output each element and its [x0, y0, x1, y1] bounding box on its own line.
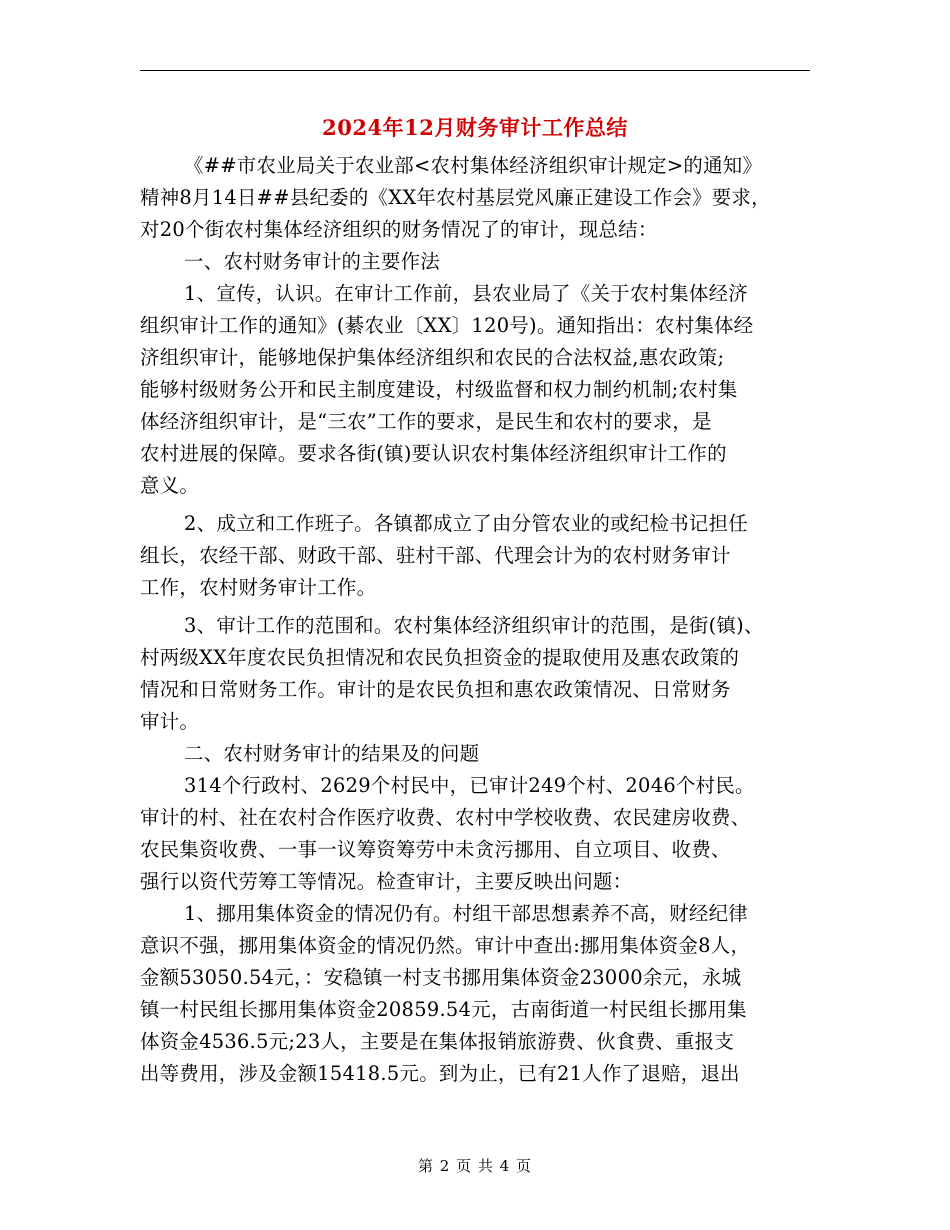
- paragraph-line: 组长，农经干部、财政干部、驻村干部、代理会计为的农村财务审计: [140, 544, 731, 567]
- paragraph-line: 1、挪用集体资金的情况仍有。村组干部思想素养不高，财经纪律: [184, 902, 748, 925]
- paragraph-line: 审计的村、社在农村合作医疗收费、农村中学校收费、农民建房收费、: [140, 806, 751, 829]
- paragraph-line: 农民集资收费、一事一议筹资筹劳中未贪污挪用、自立项目、收费、: [140, 838, 731, 861]
- paragraph-line: 意识不强，挪用集体资金的情况仍然。审计中查出:挪用集体资金8人，: [140, 934, 751, 957]
- paragraph-line: 体资金4536.5元;23人，主要是在集体报销旅游费、伙食费、重报支: [140, 1030, 735, 1053]
- paragraph-line: 镇一村民组长挪用集体资金20859.54元，古南街道一村民组长挪用集: [140, 998, 747, 1021]
- paragraph-line: 审计。: [140, 710, 200, 733]
- page-number-footer: 第 2 页 共 4 页: [418, 1157, 532, 1175]
- paragraph-line: 村两级XX年度农民负担情况和农民负担资金的提取使用及惠农政策的: [140, 646, 740, 669]
- paragraph-line: 对20个街农村集体经济组织的财务情况了的审计，现总结：: [140, 218, 658, 241]
- paragraph-line: 1、宣传，认识。在审计工作前，县农业局了《关于农村集体经济: [184, 282, 748, 305]
- paragraph-line: 情况和日常财务工作。审计的是农民负担和惠农政策情况、日常财务: [140, 678, 731, 701]
- paragraph-line: 农村进展的保障。要求各街(镇)要认识农村集体经济组织审计工作的: [140, 442, 727, 465]
- document-title: 2024年12月财务审计工作总结: [322, 115, 628, 140]
- paragraph-line: 意义。: [140, 474, 200, 497]
- paragraph-line: 《##市农业局关于农业部<农村集体经济组织审计规定>的通知》: [184, 154, 763, 177]
- paragraph-line: 强行以资代劳筹工等情况。检查审计，主要反映出问题：: [140, 870, 633, 893]
- paragraph-line: 3、审计工作的范围和。农村集体经济组织审计的范围，是街(镇)、: [184, 614, 764, 637]
- header-rule: [140, 70, 810, 71]
- paragraph-line: 出等费用，涉及金额15418.5元。到为止，已有21人作了退赔，退出: [140, 1062, 740, 1085]
- paragraph-line: 工作，农村财务审计工作。: [140, 576, 377, 599]
- section-heading: 一、农村财务审计的主要作法: [184, 250, 440, 273]
- paragraph-line: 2、成立和工作班子。各镇都成立了由分管农业的或纪检书记担任: [184, 512, 748, 535]
- paragraph-line: 精神8月14日##县纪委的《XX年农村基层党风廉正建设工作会》要求，: [140, 186, 771, 209]
- document-body: [140, 150, 810, 1090]
- paragraph-line: 能够村级财务公开和民主制度建设，村级监督和权力制约机制;农村集: [140, 378, 738, 401]
- paragraph-line: 济组织审计，能够地保护集体经济组织和农民的合法权益,惠农政策;: [140, 346, 725, 369]
- paragraph-line: 体经济组织审计，是“三农”工作的要求，是民生和农村的要求，是: [140, 410, 712, 433]
- section-heading: 二、农村财务审计的结果及的问题: [184, 742, 480, 765]
- paragraph-line: 314个行政村、2629个村民中，已审计249个村、2046个村民。: [184, 774, 755, 797]
- paragraph-line: 组织审计工作的通知》(綦农业〔XX〕120号)。通知指出：农村集体经: [140, 314, 754, 337]
- paragraph-line: 金额53050.54元，：安稳镇一村支书挪用集体资金23000余元，永城: [140, 966, 742, 989]
